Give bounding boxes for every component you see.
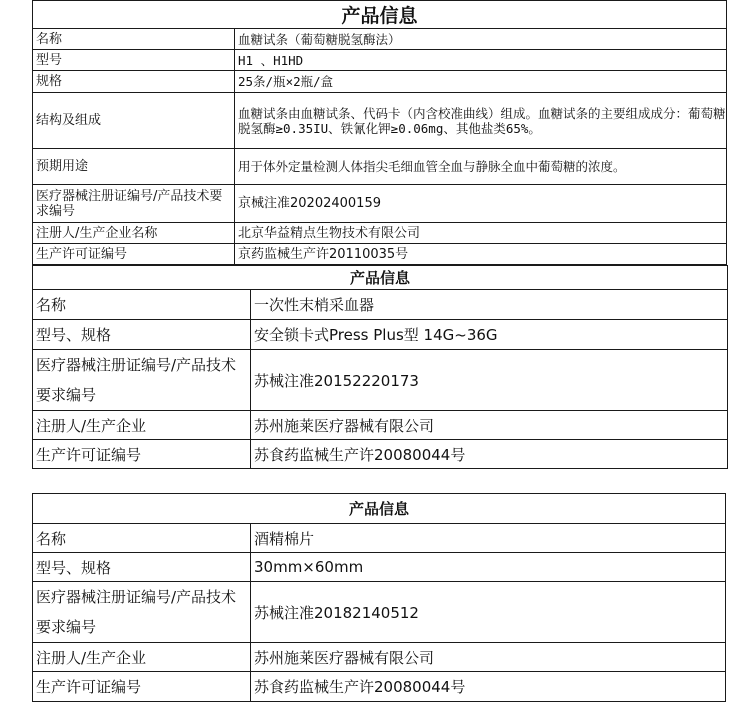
table-row bbox=[33, 411, 728, 440]
row-label: 型号、规格 bbox=[33, 320, 251, 350]
row-value: 25条/瓶×2瓶/盒 bbox=[235, 71, 727, 93]
table-title: 产品信息 bbox=[33, 1, 727, 29]
row-value: 苏州施莱医疗器械有限公司 bbox=[251, 411, 728, 440]
row-label: 注册人/生产企业名称 bbox=[33, 223, 235, 244]
row-value: 京药监械生产许20110035号 bbox=[235, 244, 727, 265]
row-value: 京械注准20202400159 bbox=[235, 185, 727, 223]
row-label: 注册人/生产企业 bbox=[33, 411, 251, 440]
row-label: 生产许可证编号 bbox=[33, 244, 235, 265]
table-row bbox=[33, 582, 726, 643]
table-row bbox=[33, 524, 726, 553]
row-value: 苏械注准20152220173 bbox=[251, 350, 728, 411]
row-label: 名称 bbox=[33, 290, 251, 320]
product-info-table-blood-glucose-strip bbox=[32, 0, 727, 265]
row-label: 医疗器械注册证编号/产品技术要求编号 bbox=[33, 350, 251, 411]
row-label: 生产许可证编号 bbox=[33, 440, 251, 469]
row-value: 北京华益精点生物技术有限公司 bbox=[235, 223, 727, 244]
row-label: 型号、规格 bbox=[33, 553, 251, 582]
table-title: 产品信息 bbox=[33, 494, 726, 524]
table-row bbox=[33, 223, 727, 244]
table-row bbox=[33, 440, 728, 469]
row-label: 注册人/生产企业 bbox=[33, 643, 251, 672]
row-value: 安全锁卡式Press Plus型 14G~36G bbox=[251, 320, 728, 350]
row-value: 血糖试条（葡萄糖脱氢酶法） bbox=[235, 29, 727, 50]
row-value: 苏州施莱医疗器械有限公司 bbox=[251, 643, 726, 672]
row-label: 医疗器械注册证编号/产品技术要求编号 bbox=[33, 185, 235, 223]
table-row bbox=[33, 290, 728, 320]
row-value: 用于体外定量检测人体指尖毛细血管全血与静脉全血中葡萄糖的浓度。 bbox=[235, 149, 727, 185]
row-label: 名称 bbox=[33, 524, 251, 553]
table-row bbox=[33, 185, 727, 223]
table-row bbox=[33, 320, 728, 350]
row-value: 血糖试条由血糖试条、代码卡（内含校准曲线）组成。血糖试条的主要组成成分：葡萄糖脱氢酶≥0.35IU、铁氰化钾≥0.06mg、其他盐类65%。 bbox=[235, 93, 727, 149]
row-label: 规格 bbox=[33, 71, 235, 93]
table-row bbox=[33, 71, 727, 93]
table-row bbox=[33, 29, 727, 50]
product-info-table-alcohol-pad bbox=[32, 493, 726, 702]
row-value: 苏食药监械生产许20080044号 bbox=[251, 440, 728, 469]
row-label: 型号 bbox=[33, 50, 235, 71]
product-info-table-lancet bbox=[32, 265, 728, 469]
row-value: 苏食药监械生产许20080044号 bbox=[251, 672, 726, 702]
table-row bbox=[33, 350, 728, 411]
table-row bbox=[33, 553, 726, 582]
row-label: 生产许可证编号 bbox=[33, 672, 251, 702]
table-row bbox=[33, 672, 726, 702]
table-row bbox=[33, 93, 727, 149]
table-title: 产品信息 bbox=[33, 266, 728, 290]
row-label: 医疗器械注册证编号/产品技术要求编号 bbox=[33, 582, 251, 643]
row-value: 苏械注准20182140512 bbox=[251, 582, 726, 643]
row-label: 名称 bbox=[33, 29, 235, 50]
row-label: 预期用途 bbox=[33, 149, 235, 185]
table-row bbox=[33, 244, 727, 265]
row-value: 酒精棉片 bbox=[251, 524, 726, 553]
row-value: 30mm×60mm bbox=[251, 553, 726, 582]
row-label: 结构及组成 bbox=[33, 93, 235, 149]
table-row bbox=[33, 149, 727, 185]
row-value: H1 、H1HD bbox=[235, 50, 727, 71]
table-row bbox=[33, 50, 727, 71]
row-value: 一次性末梢采血器 bbox=[251, 290, 728, 320]
table-row bbox=[33, 643, 726, 672]
